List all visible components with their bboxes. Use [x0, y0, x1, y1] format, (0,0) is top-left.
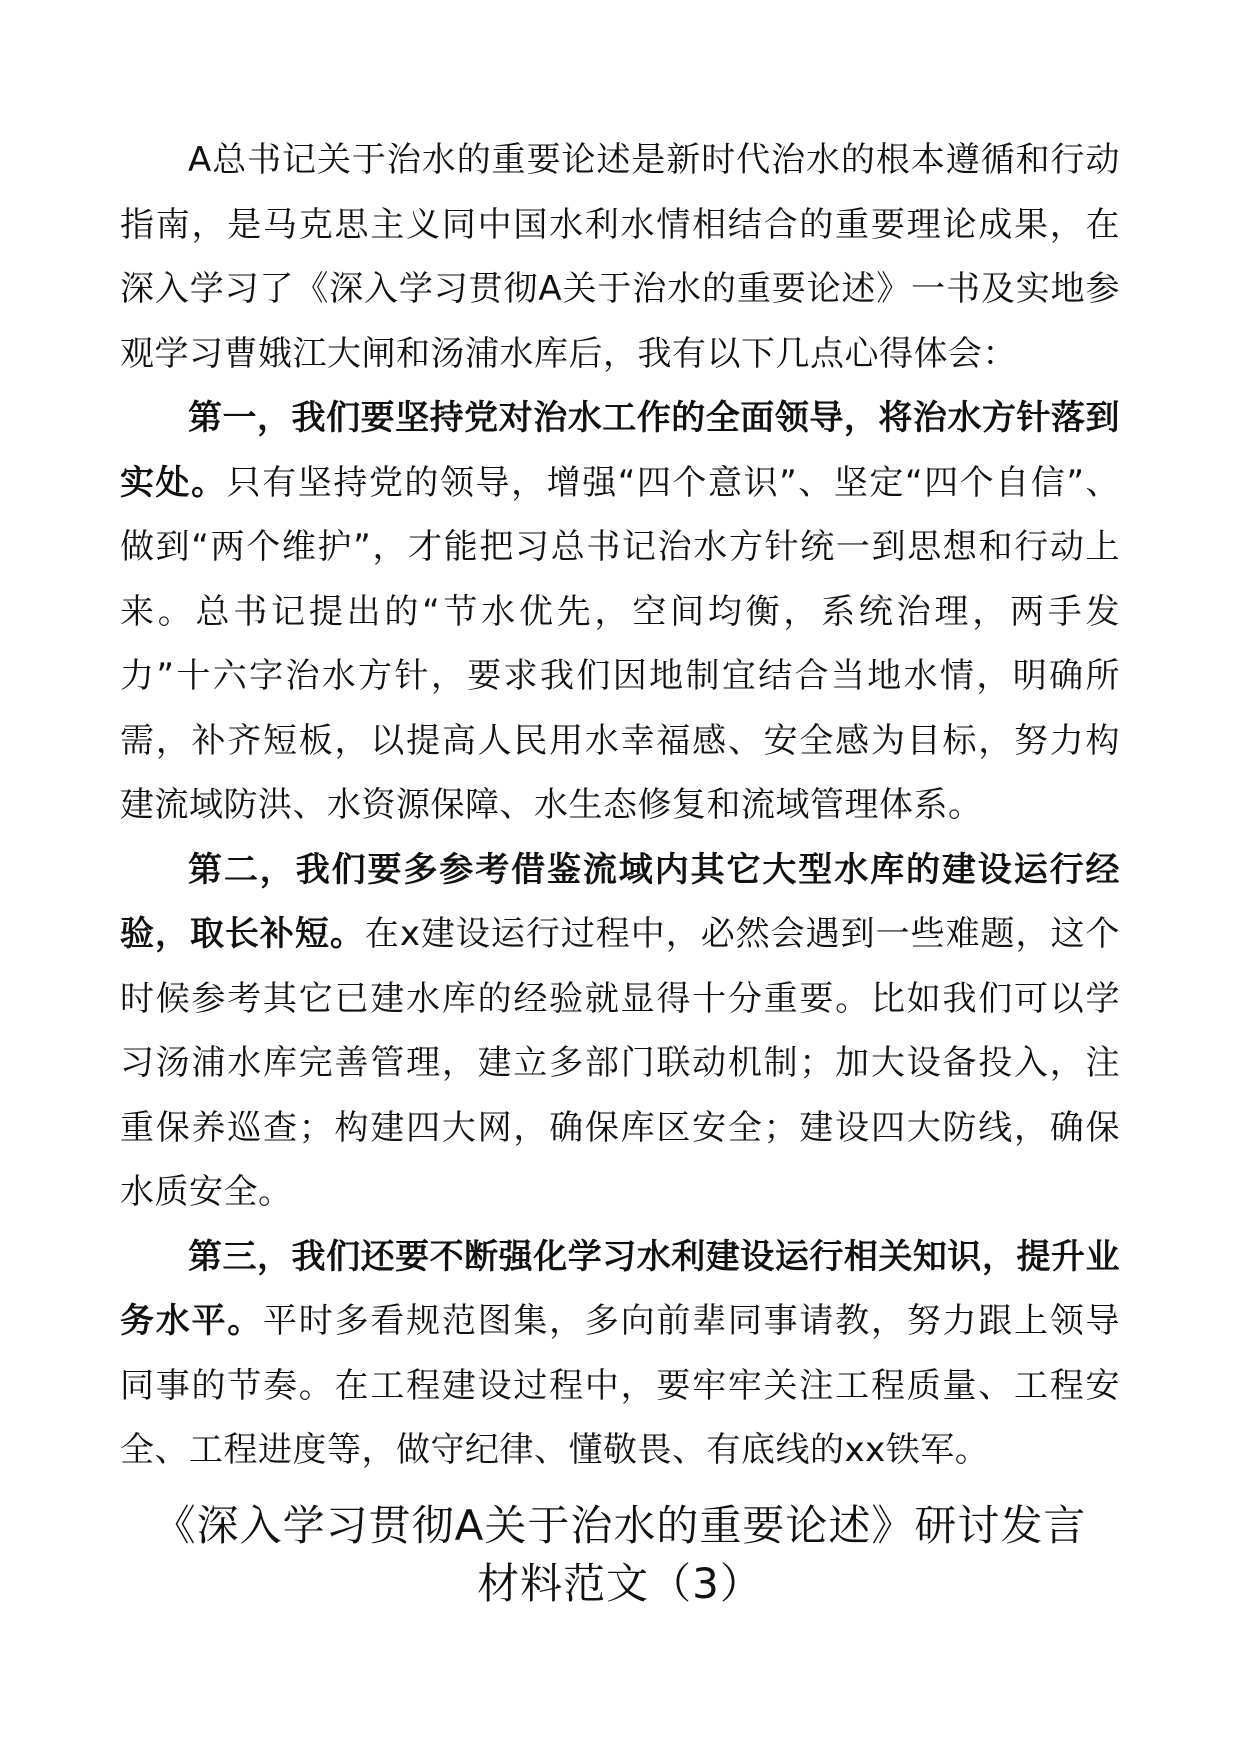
section-title-line2: 材料范文（3）	[477, 1558, 763, 1608]
point-three-paragraph	[120, 1225, 1120, 1483]
paragraph-lead: 第三，我们还要不断强化学习水利建设运行相关知识，提升业务水平。	[120, 1236, 1120, 1341]
paragraph-body: 只有坚持党的领导，增强“四个意识”、坚定“四个自信”、做到“两个维护”，才能把习总书记治水方针统一到思想和行动上来。总书记提出的“节水优先，空间均衡，系统治理，两手发力”十六字治水方针，要求我们因地制宜结合当地水情，明确所需，补齐短板，以提高人民用水幸福感、安全感为目标，努力构建流域防洪、水资源保障、水生态修复和流域管理体系。	[120, 462, 1120, 825]
paragraph-body: 在x建设运行过程中，必然会遇到一些难题，这个时候参考其它已建水库的经验就显得十分重要。比如我们可以学习汤浦水库完善管理，建立多部门联动机制；加大设备投入，注重保养巡查；构建四大网，确保库区安全；建设四大防线，确保水质安全。	[120, 914, 1120, 1212]
paragraph-body: A总书记关于治水的重要论述是新时代治水的根本遵循和行动指南，是马克思主义同中国水利水情相结合的重要理论成果，在深入学习了《深入学习贯彻A关于治水的重要论述》一书及实地参观学习曹娥江大闸和汤浦水库后，我有以下几点心得体会：	[120, 140, 1120, 374]
document-page	[120, 128, 1120, 1613]
section-title-line1: 《深入学习贯彻A关于治水的重要论述》研讨发言	[153, 1500, 1087, 1550]
point-two-paragraph	[120, 838, 1120, 1225]
section-title	[120, 1497, 1120, 1613]
paragraph-lead: 第一，我们要坚持党对治水工作的全面领导，将治水方针落到实处。	[120, 398, 1120, 503]
point-one-paragraph	[120, 386, 1120, 838]
paragraph-lead: 第二，我们要多参考借鉴流域内其它大型水库的建设运行经验，取长补短。	[120, 849, 1120, 954]
intro-paragraph	[120, 128, 1120, 386]
paragraph-body: 平时多看规范图集，多向前辈同事请教，努力跟上领导同事的节奏。在工程建设过程中，要牢牢关注工程质量、工程安全、工程进度等，做守纪律、懂敬畏、有底线的xx铁军。	[120, 1301, 1121, 1470]
